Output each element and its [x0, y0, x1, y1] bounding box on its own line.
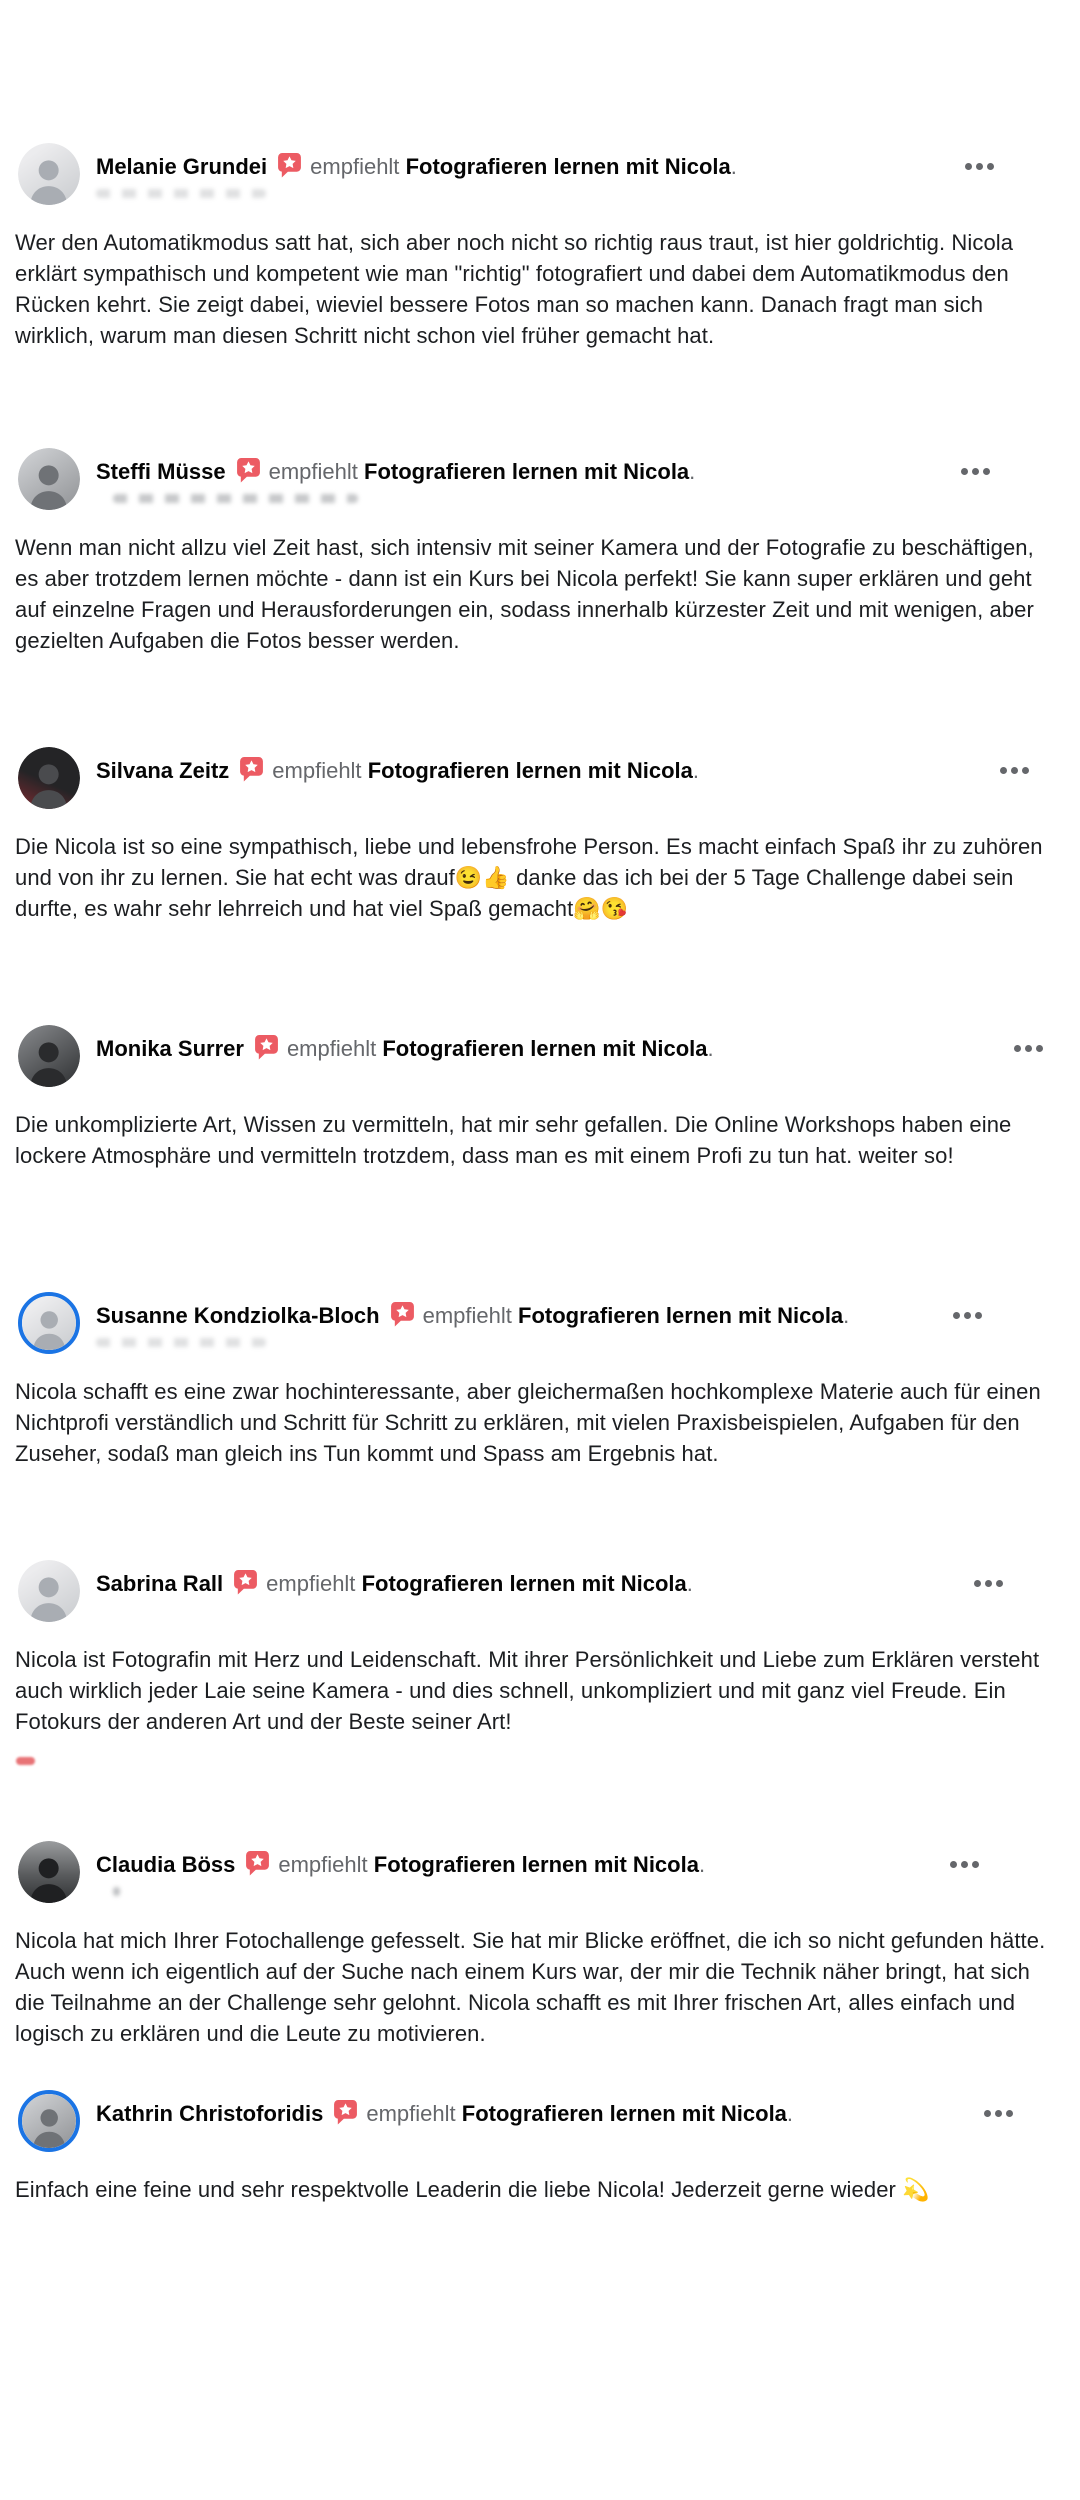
reviewer-name[interactable]: Silvana Zeitz [96, 758, 230, 783]
dot-icon [974, 1580, 981, 1587]
dot-icon [995, 2110, 1002, 2117]
person-silhouette-icon [22, 756, 75, 809]
review-text: Die Nicola ist so eine sympathisch, liebe und lebensfrohe Person. Es macht einfach Spaß ihr zu zuhören und von ihr zu lernen. Sie hat echt was drauf😉👍 danke das ich bei der 5 Tage Challenge dabei sein durfte, es wahr sehr lehrreich und hat viel Spaß gemacht🤗😘 [15, 834, 1043, 921]
header-period: . [689, 459, 696, 484]
header-period: . [843, 1303, 850, 1328]
dot-icon [953, 1312, 960, 1319]
reviewer-name[interactable]: Steffi Müsse [96, 459, 226, 484]
review-text: Nicola ist Fotografin mit Herz und Leidenschaft. Mit ihrer Persönlichkeit und Liebe zum Erklären versteht auch wirklich jeder Laie seine Kamera - und dies schnell, unkompliziert und mit ganz viel Freude. Ein Fotokurs der anderen Art und der Beste seiner Art! [15, 1647, 1040, 1734]
recommends-badge-icon [238, 756, 265, 783]
person-silhouette-icon [22, 1850, 75, 1903]
header-period: . [707, 1036, 714, 1061]
reviewer-name[interactable]: Melanie Grundei [96, 154, 268, 179]
more-options-button[interactable] [996, 763, 1033, 778]
avatar[interactable] [18, 747, 80, 809]
dot-icon [961, 468, 968, 475]
avatar[interactable] [18, 1841, 80, 1903]
dot-icon [985, 1580, 992, 1587]
action-label: empfiehlt [310, 154, 400, 179]
dot-icon [965, 163, 972, 170]
avatar-photo [18, 1560, 80, 1622]
review-text: Wenn man nicht allzu viel Zeit hast, sich intensiv mit seiner Kamera und der Fotografie zu beschäftigen, es aber trotzdem lernen möchte - dann ist ein Kurs bei Nicola perfekt! Sie kann super erklären und geht auf einzelne Fragen und Herausforderungen ein, sodass innerhalb kürzester Zeit und mit wenigen, aber gezielten Aufgaben die Fotos besser werden. [15, 535, 1034, 653]
page-name-link[interactable]: Fotografieren lernen mit Nicola [373, 1852, 699, 1877]
page-name-link[interactable]: Fotografieren lernen mit Nicola [361, 1571, 687, 1596]
dot-icon [983, 468, 990, 475]
dot-icon [1011, 767, 1018, 774]
dot-icon [984, 2110, 991, 2117]
review-text: Nicola hat mich Ihrer Fotochallenge gefesselt. Sie hat mir Blicke eröffnet, die ich so nicht gefunden hätte. Auch wenn ich eigentlich auf der Suche nach einem Kurs war, der mir die Technik näher bringt, hat sich die Teilnahme an der Challenge sehr gelohnt. Nicola schafft es mit Ihrer frischen Art, alles einfach und logisch zu erklären und die Leute zu motivieren. [15, 1928, 1046, 2046]
review-card [0, 747, 1080, 924]
avatar-photo [18, 1025, 80, 1087]
avatar-photo [18, 747, 80, 809]
person-silhouette-icon [26, 1304, 72, 1350]
reviewer-name[interactable]: Claudia Böss [96, 1852, 236, 1877]
review-header [15, 747, 1050, 809]
header-period: . [730, 154, 737, 179]
dot-icon [1006, 2110, 1013, 2117]
review-card [0, 143, 1080, 351]
reviewer-name[interactable]: Monika Surrer [96, 1036, 244, 1061]
avatar-photo [18, 143, 80, 205]
avatar[interactable] [18, 1292, 80, 1354]
review-card [0, 448, 1080, 656]
recommends-badge-icon [332, 2099, 359, 2126]
reviewer-name[interactable]: Kathrin Christoforidis [96, 2101, 324, 2126]
review-card [0, 1025, 1080, 1171]
header-text [96, 457, 695, 487]
action-label: empfiehlt [286, 1036, 377, 1061]
person-silhouette-icon [26, 2102, 72, 2148]
page-name-link[interactable]: Fotografieren lernen mit Nicola [367, 758, 693, 783]
header-text [96, 1569, 693, 1599]
header-text [96, 152, 737, 182]
review-card [0, 2090, 1080, 2205]
dot-icon [987, 163, 994, 170]
avatar[interactable] [18, 2090, 80, 2152]
header-text [96, 1850, 705, 1880]
reviewer-name[interactable]: Susanne Kondziolka-Bloch [96, 1303, 380, 1328]
page-name-link[interactable]: Fotografieren lernen mit Nicola [364, 459, 690, 484]
action-label: empfiehlt [278, 1852, 368, 1877]
review-card [0, 1292, 1080, 1469]
dot-icon [996, 1580, 1003, 1587]
redacted-date-smudge [96, 189, 266, 198]
avatar[interactable] [18, 1560, 80, 1622]
avatar[interactable] [18, 1025, 80, 1087]
review-text: Nicola schafft es eine zwar hochinteressante, aber gleichermaßen hochkomplexe Materie auch für einen Nichtprofi verständlich und Schritt für Schritt zu erklären, mit vielen Praxisbeispielen, Aufgaben für den Zuseher, sodaß man gleich ins Tun kommt und Spass am Ergebnis hat. [15, 1379, 1041, 1466]
dot-icon [961, 1861, 968, 1868]
recommends-badge-icon [253, 1034, 280, 1061]
more-options-button[interactable] [949, 1308, 986, 1323]
review-text: Wer den Automatikmodus satt hat, sich aber noch nicht so richtig raus traut, ist hier goldrichtig. Nicola erklärt sympathisch und kompetent wie man "richtig" fotografiert und dabei dem Automatikmodus den Rücken kehrt. Sie zeigt dabei, wieviel bessere Fotos man so machen kann. Danach fragt man sich wirklich, warum man diesen Schritt nicht schon viel früher gemacht hat. [15, 230, 1014, 348]
redacted-reaction-mark [16, 1757, 35, 1765]
more-options-button[interactable] [980, 2106, 1017, 2121]
page-name-link[interactable]: Fotografieren lernen mit Nicola [382, 1036, 708, 1061]
avatar[interactable] [18, 143, 80, 205]
recommends-badge-icon [276, 152, 303, 179]
header-text [96, 756, 699, 786]
header-period: . [686, 1571, 693, 1596]
review-card [0, 1560, 1080, 1737]
avatar-photo [22, 2094, 76, 2148]
review-header [15, 1025, 1050, 1087]
dot-icon [976, 163, 983, 170]
header-text [96, 1301, 849, 1331]
dot-icon [1000, 767, 1007, 774]
recommends-badge-icon [244, 1850, 271, 1877]
dot-icon [972, 1861, 979, 1868]
avatar-photo [22, 1296, 76, 1350]
more-options-button[interactable] [961, 159, 998, 174]
action-label: empfiehlt [266, 1571, 356, 1596]
header-period: . [692, 758, 699, 783]
dot-icon [975, 1312, 982, 1319]
more-options-button[interactable] [957, 464, 994, 479]
review-text: Einfach eine feine und sehr respektvolle Leaderin die liebe Nicola! Jederzeit gerne wieder 💫 [15, 2177, 930, 2202]
header-period: . [698, 1852, 706, 1877]
action-label: empfiehlt [272, 758, 362, 783]
dot-icon [1014, 1045, 1021, 1052]
recommends-badge-icon [235, 457, 262, 484]
header-text [96, 2099, 793, 2129]
dot-icon [950, 1861, 957, 1868]
reviewer-name[interactable]: Sabrina Rall [96, 1571, 224, 1596]
review-card [0, 1841, 1080, 2049]
avatar[interactable] [18, 448, 80, 510]
review-header [15, 2090, 1050, 2152]
dot-icon [972, 468, 979, 475]
avatar-photo [18, 1841, 80, 1903]
more-options-button[interactable] [1010, 1041, 1047, 1056]
page-name-link[interactable]: Fotografieren lernen mit Nicola [518, 1303, 844, 1328]
redacted-date-smudge [113, 494, 358, 503]
person-silhouette-icon [22, 1034, 75, 1087]
dot-icon [1036, 1045, 1043, 1052]
redacted-date-smudge [113, 1887, 120, 1896]
more-options-button[interactable] [970, 1576, 1007, 1591]
action-label: empfiehlt [268, 459, 358, 484]
more-options-button[interactable] [946, 1857, 983, 1872]
review-header [15, 1560, 1050, 1622]
avatar-photo [18, 448, 80, 510]
page-name-link[interactable]: Fotografieren lernen mit Nicola [461, 2101, 787, 2126]
dot-icon [1025, 1045, 1032, 1052]
action-label: empfiehlt [366, 2101, 456, 2126]
page-name-link[interactable]: Fotografieren lernen mit Nicola [405, 154, 731, 179]
person-silhouette-icon [22, 1569, 75, 1622]
review-text: Die unkomplizierte Art, Wissen zu vermitteln, hat mir sehr gefallen. Die Online Workshops haben eine lockere Atmosphäre und vermitteln trotzdem, dass man es mit einem Profi zu tun hat. weiter so! [15, 1112, 1012, 1168]
action-label: empfiehlt [422, 1303, 512, 1328]
header-text [96, 1034, 714, 1064]
dot-icon [964, 1312, 971, 1319]
recommends-badge-icon [389, 1301, 416, 1328]
dot-icon [1022, 767, 1029, 774]
person-silhouette-icon [22, 152, 75, 205]
review-header [15, 1841, 1050, 1903]
header-period: . [786, 2101, 794, 2126]
redacted-date-smudge [96, 1338, 266, 1347]
person-silhouette-icon [22, 457, 75, 510]
recommends-badge-icon [232, 1569, 259, 1596]
